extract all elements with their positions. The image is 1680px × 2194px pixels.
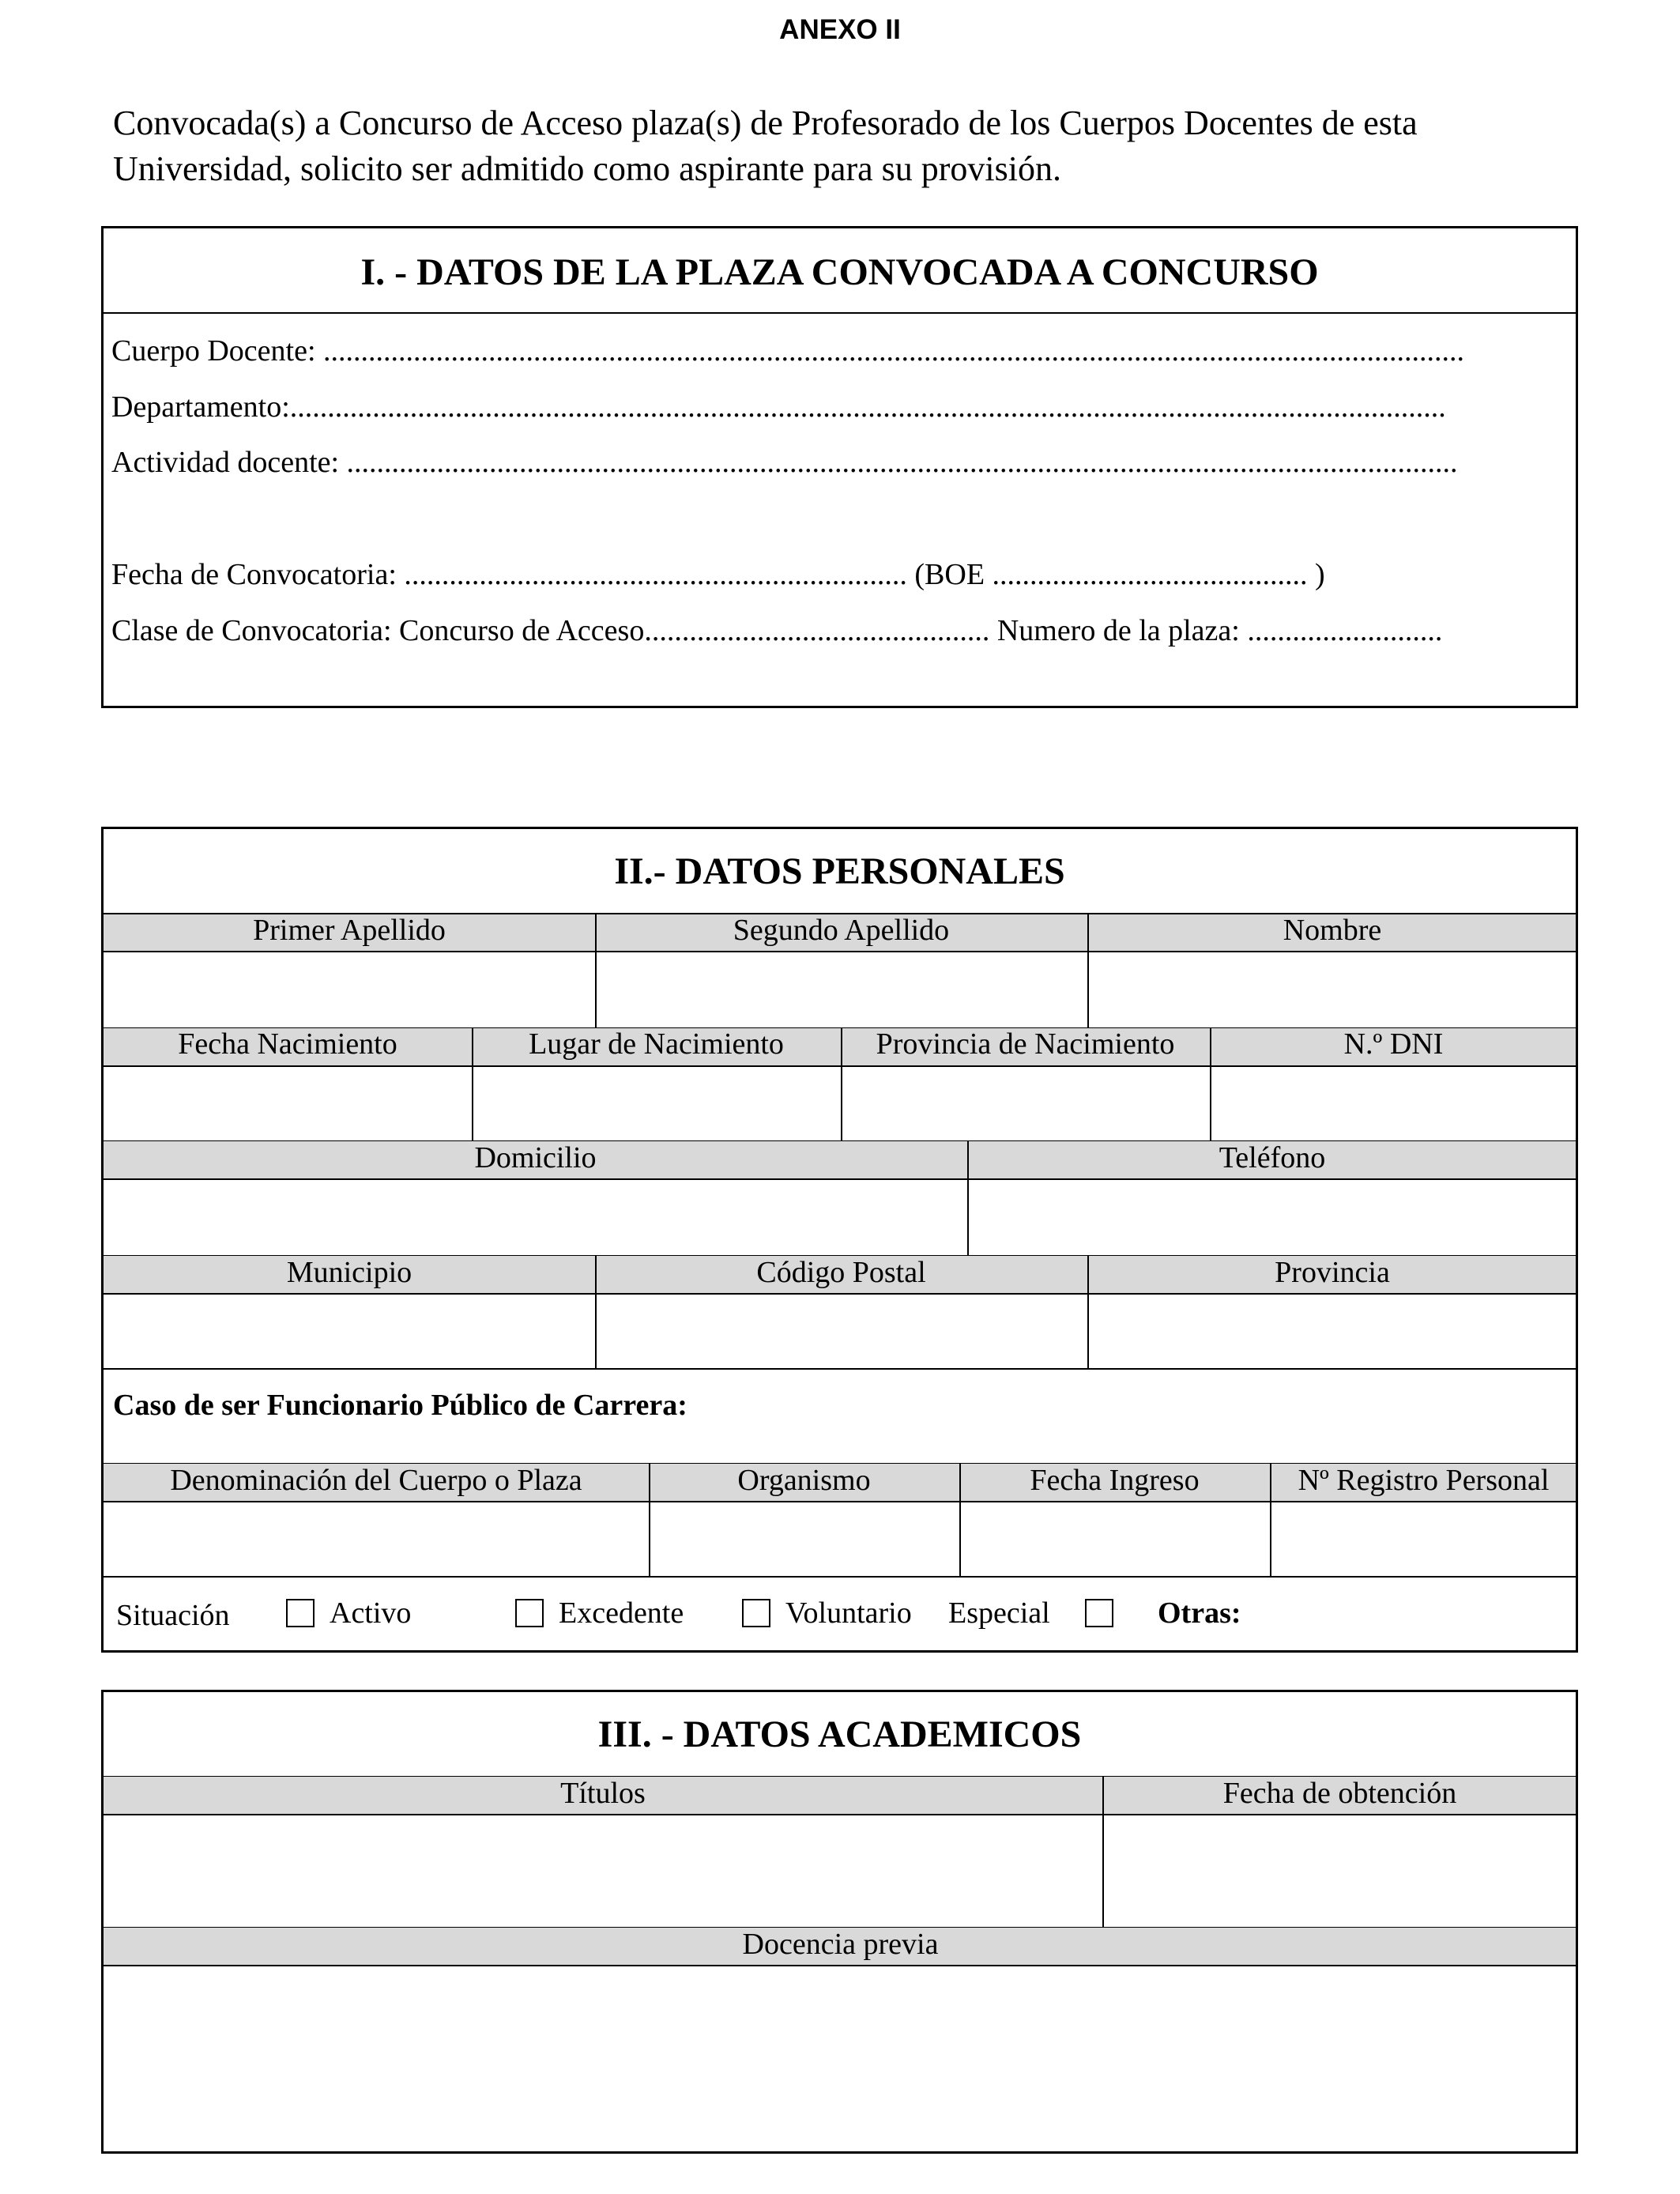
voluntario-label: Voluntario [785,1596,912,1630]
field-fecha-convocatoria[interactable]: Fecha de Convocatoria: ................................................................... (BOE .......................................... ) [111,558,1325,591]
especial-label: Especial [948,1596,1050,1630]
header-domicilio: Domicilio [474,1141,597,1174]
input-domicilio[interactable] [105,1178,965,1251]
checkbox-activo[interactable] [286,1599,315,1627]
excedente-label: Excedente [559,1596,684,1630]
input-segundo-apellido[interactable] [597,951,1085,1023]
header-nombre: Nombre [1283,914,1382,947]
input-nombre[interactable] [1089,951,1575,1023]
intro-text: Convocada(s) a Concurso de Acceso plaza(s) de Profesorado de los Cuerpos Docentes de esta Universidad, solicito ser admitido como aspirante para su provisión. [113,104,1418,188]
header-denominacion: Denominación del Cuerpo o Plaza [170,1464,582,1497]
section-personales-title: II.- DATOS PERSONALES [614,850,1065,892]
header-fecha-nacimiento: Fecha Nacimiento [178,1027,397,1061]
input-codigo-postal[interactable] [597,1293,1085,1364]
header-registro-personal: Nº Registro Personal [1298,1464,1550,1497]
header-primer-apellido: Primer Apellido [253,914,446,947]
input-fecha-nacimiento[interactable] [105,1065,469,1137]
section-academicos-title: III. - DATOS ACADEMICOS [597,1713,1082,1755]
header-provincia: Provincia [1275,1256,1390,1289]
input-telefono[interactable] [969,1178,1575,1251]
header-codigo-postal: Código Postal [756,1256,926,1289]
field-clase-convocatoria[interactable]: Clase de Convocatoria: Concurso de Acceso.............................................. Numero de la plaza: .......................... [111,614,1443,647]
activo-label: Activo [330,1596,412,1630]
section-plaza-title: I. - DATOS DE LA PLAZA CONVOCADA A CONCURSO [360,251,1319,293]
header-fecha-ingreso: Fecha Ingreso [1030,1464,1200,1497]
header-titulos: Títulos [560,1777,646,1810]
field-departamento[interactable]: Departamento:.......................................................................................................................................................... [111,390,1446,424]
input-municipio[interactable] [105,1293,593,1364]
otras-label: Otras: [1158,1596,1241,1630]
header-municipio: Municipio [286,1256,412,1289]
header-dni: N.º DNI [1343,1027,1444,1061]
header-segundo-apellido: Segundo Apellido [733,914,950,947]
input-registro-personal[interactable] [1271,1501,1575,1572]
checkbox-especial[interactable] [1085,1599,1113,1627]
input-denominacion[interactable] [105,1501,646,1572]
header-fecha-obtencion: Fecha de obtención [1222,1777,1457,1810]
input-dni[interactable] [1211,1065,1575,1137]
checkbox-excedente[interactable] [515,1599,544,1627]
header-docencia-previa: Docencia previa [742,1928,939,1961]
input-fecha-ingreso[interactable] [961,1501,1268,1572]
annex-title: ANEXO II [779,14,901,45]
header-lugar-nacimiento: Lugar de Nacimiento [529,1027,784,1061]
input-provincia[interactable] [1089,1293,1575,1364]
input-fecha-obtencion[interactable] [1104,1814,1575,1923]
input-provincia-nacimiento[interactable] [842,1065,1207,1137]
header-provincia-nacimiento: Provincia de Nacimiento [876,1027,1175,1061]
funcionario-label: Caso de ser Funcionario Público de Carrera: [113,1389,687,1422]
field-actividad-docente[interactable]: Actividad docente: .................................................................................................................................................... [111,446,1458,479]
checkbox-voluntario[interactable] [742,1599,770,1627]
situacion-label: Situación [116,1599,230,1632]
input-primer-apellido[interactable] [105,951,593,1023]
header-organismo: Organismo [737,1464,871,1497]
input-lugar-nacimiento[interactable] [473,1065,838,1137]
field-cuerpo-docente[interactable]: Cuerpo Docente: ........................................................................................................................................................ [111,334,1465,368]
input-organismo[interactable] [650,1501,957,1572]
header-telefono: Teléfono [1219,1141,1326,1174]
input-docencia-previa[interactable] [105,1965,1575,2150]
input-titulos[interactable] [105,1814,1100,1923]
